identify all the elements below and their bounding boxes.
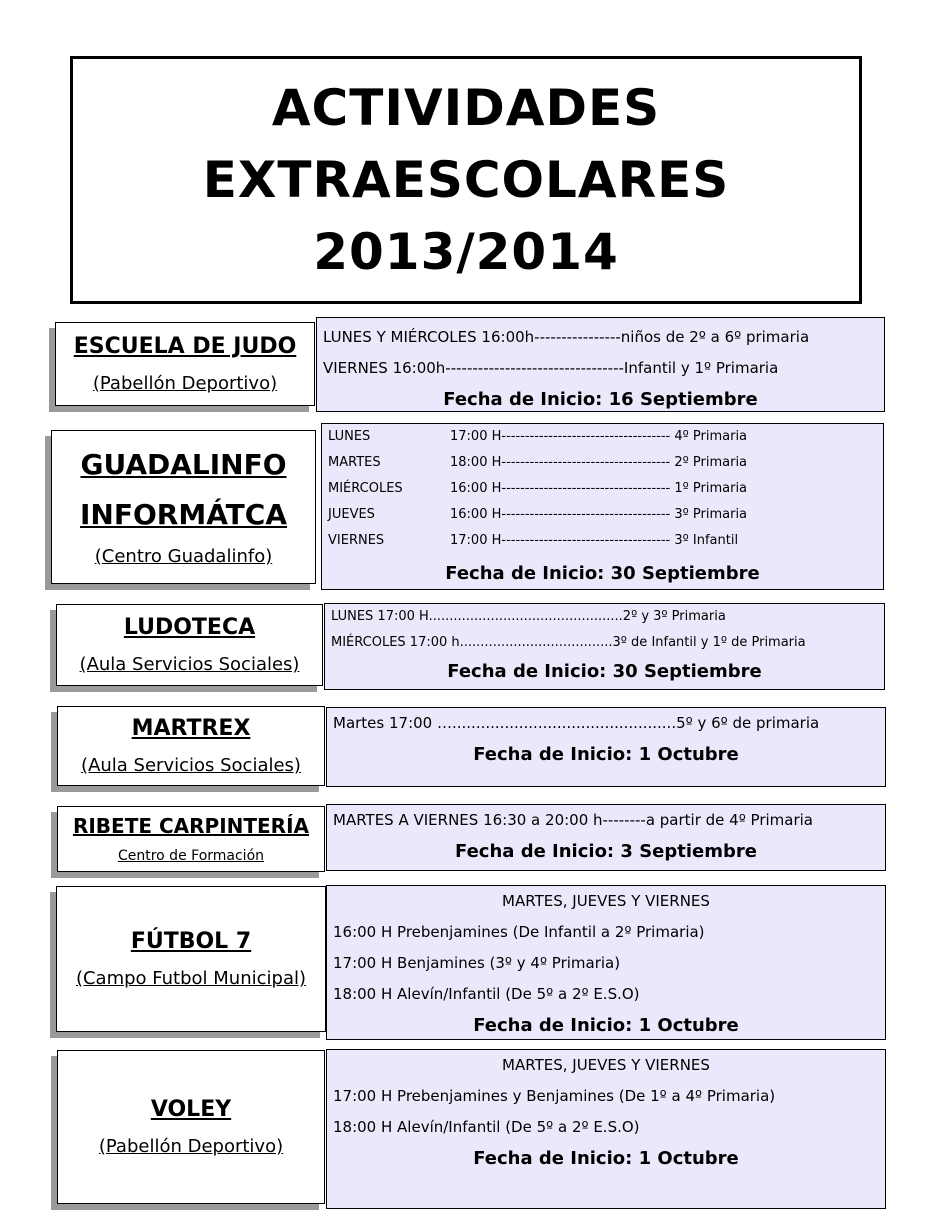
start-date: Fecha de Inicio: 3 Septiembre — [455, 841, 757, 862]
schedule-detail: 17:00 H------------------------------------ 3º Infantil — [450, 533, 739, 548]
activity-label-ribete — [57, 806, 325, 872]
activity-place: (Campo Futbol Municipal) — [75, 968, 307, 989]
schedule-row: MARTES A VIERNES 16:30 a 20:00 h--------a partir de 4º Primaria — [333, 811, 813, 829]
activity-name: LUDOTECA — [123, 615, 256, 640]
schedule-row — [328, 424, 877, 450]
schedule-row — [328, 528, 877, 554]
start-date: Fecha de Inicio: 1 Octubre — [473, 744, 739, 765]
schedule-row — [328, 502, 877, 528]
activity-schedule-ludoteca — [324, 603, 885, 690]
activity-name: VOLEY — [150, 1097, 232, 1122]
activity-place: (Pabellón Deportivo) — [98, 1136, 284, 1157]
activity-schedule-guadalinfo — [321, 423, 884, 590]
activity-name: RIBETE CARPINTERÍA — [72, 814, 310, 838]
schedule-row: LUNES Y MIÉRCOLES 16:00h----------------niños de 2º a 6º primaria — [323, 328, 810, 346]
title-line-3: 2013/2014 — [313, 223, 619, 281]
activity-schedule-ribete — [326, 804, 886, 871]
schedule-days: MARTES, JUEVES Y VIERNES — [502, 892, 710, 910]
schedule-detail: 17:00 H------------------------------------ 4º Primaria — [450, 429, 748, 444]
schedule-detail: 18:00 H------------------------------------ 2º Primaria — [450, 455, 748, 470]
activity-schedule-futbol — [326, 885, 886, 1040]
activity-name: GUADALINFO — [80, 448, 287, 481]
start-date: Fecha de Inicio: 1 Octubre — [473, 1015, 739, 1036]
activity-place: (Centro Guadalinfo) — [94, 546, 273, 567]
schedule-day: VIERNES — [328, 533, 385, 548]
start-date: Fecha de Inicio: 30 Septiembre — [445, 563, 760, 584]
activity-schedule-voley — [326, 1049, 886, 1209]
activity-place: (Pabellón Deportivo) — [92, 373, 278, 394]
schedule-row: VIERNES 16:00h---------------------------------Infantil y 1º Primaria — [323, 359, 779, 377]
schedule-days: MARTES, JUEVES Y VIERNES — [502, 1056, 710, 1074]
title-line-2: EXTRAESCOLARES — [202, 151, 730, 209]
activity-place: Centro de Formación — [117, 848, 265, 864]
activity-label-martrex — [57, 706, 325, 786]
schedule-row — [328, 450, 877, 476]
schedule-day: MIÉRCOLES — [328, 481, 403, 496]
activity-schedule-martrex — [326, 707, 886, 787]
activity-schedule-judo — [316, 317, 885, 412]
activity-label-guadalinfo — [51, 430, 316, 584]
activity-name: FÚTBOL 7 — [130, 929, 252, 954]
activity-label-futbol — [56, 886, 326, 1032]
start-date: Fecha de Inicio: 30 Septiembre — [447, 661, 762, 682]
start-date: Fecha de Inicio: 16 Septiembre — [443, 389, 758, 410]
activity-name: MARTREX — [131, 716, 251, 741]
schedule-day: LUNES — [328, 429, 371, 444]
schedule-row: Martes 17:00 …...............................................5º y 6º de primaria — [333, 714, 820, 732]
activity-label-ludoteca — [56, 604, 323, 686]
schedule-row: 18:00 H Alevín/Infantil (De 5º a 2º E.S.O) — [333, 985, 640, 1003]
schedule-detail: 16:00 H------------------------------------ 1º Primaria — [450, 481, 748, 496]
title-box — [70, 56, 862, 304]
schedule-day: JUEVES — [328, 507, 375, 522]
schedule-row: 16:00 H Prebenjamines (De Infantil a 2º Primaria) — [333, 923, 705, 941]
schedule-row: 18:00 H Alevín/Infantil (De 5º a 2º E.S.O) — [333, 1118, 640, 1136]
activity-place: (Aula Servicios Sociales) — [79, 654, 300, 675]
schedule-row: MIÉRCOLES 17:00 h.....................................3º de Infantil y 1º de Primaria — [331, 635, 806, 650]
schedule-row: LUNES 17:00 H...............................................2º y 3º Primaria — [331, 609, 726, 624]
activity-name: INFORMÁTCA — [79, 498, 288, 531]
schedule-row: 17:00 H Benjamines (3º y 4º Primaria) — [333, 954, 621, 972]
activity-label-voley — [57, 1050, 325, 1204]
activity-place: (Aula Servicios Sociales) — [81, 755, 301, 776]
start-date: Fecha de Inicio: 1 Octubre — [473, 1148, 739, 1169]
schedule-row: 17:00 H Prebenjamines y Benjamines (De 1º a 4º Primaria) — [333, 1087, 776, 1105]
activity-name: ESCUELA DE JUDO — [73, 334, 297, 359]
activity-label-judo — [55, 322, 315, 406]
schedule-detail: 16:00 H------------------------------------ 3º Primaria — [450, 507, 748, 522]
schedule-row — [328, 476, 877, 502]
schedule-day: MARTES — [328, 455, 381, 470]
title-line-1: ACTIVIDADES — [271, 79, 661, 137]
